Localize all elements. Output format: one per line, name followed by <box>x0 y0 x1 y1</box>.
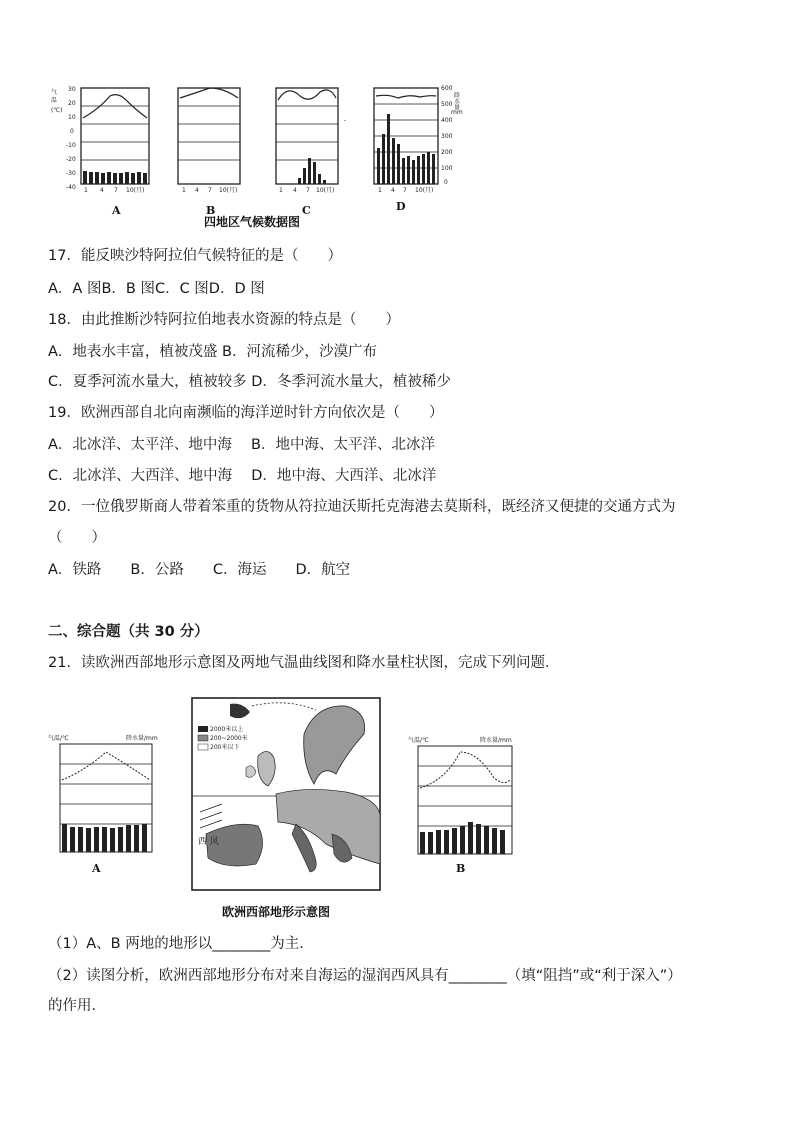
temp-tick: -20 <box>66 156 76 163</box>
month-tick: 7 <box>208 187 212 194</box>
q21-sub2-cont: 的作用． <box>48 998 106 1014</box>
precip-tick: 0 <box>444 179 448 186</box>
temp-axis-title-3: (℃) <box>51 107 63 114</box>
month-tick: 4 <box>100 187 104 194</box>
q18-options-ab: A．地表水丰富，植被茂盛 B．河流稀少，沙漠广布 <box>48 344 377 360</box>
q21-sub2: （2）读图分析，欧洲西部地形分布对来自海运的湿润西风具有________（填“阻挡”或“利于深入”） <box>48 968 682 984</box>
panel-label-c: C <box>302 204 311 217</box>
temp-tick: -10 <box>66 142 76 149</box>
panel-label-a: A <box>112 204 121 217</box>
climate-chart-b <box>408 736 512 875</box>
stray-mark: - <box>344 117 347 124</box>
q17-options: A．A 图B．B 图C．C 图D．D 图 <box>48 281 265 297</box>
temp-axis-title-1: 气 <box>51 89 58 96</box>
precip-title: 降水量 <box>452 92 460 110</box>
month-tick: 1 <box>84 187 88 194</box>
precip-tick: 400 <box>441 117 453 124</box>
temp-tick: -40 <box>66 184 76 191</box>
temp-tick: 20 <box>68 100 76 107</box>
temp-tick: -30 <box>66 170 76 177</box>
month-tick: 10(月) <box>126 187 145 194</box>
q21-sub1: （1）A、B 两地的地形以________为主． <box>48 936 314 952</box>
climate-chart-a <box>48 734 158 875</box>
month-tick: 10(月) <box>219 187 238 194</box>
q18-stem: 18．由此推断沙特阿拉伯地表水资源的特点是（ ） <box>48 312 400 328</box>
month-tick: 10(月) <box>316 187 335 194</box>
figure-caption: 四地区气候数据图 <box>204 215 301 229</box>
precip-tick: 600 <box>441 85 453 92</box>
month-tick: 7 <box>114 187 118 194</box>
precip-tick: 500 <box>441 101 453 108</box>
temp-tick: 10 <box>68 114 76 121</box>
month-tick: 7 <box>306 187 310 194</box>
legend-mid: 200~2000米 <box>210 735 248 742</box>
month-tick: 1 <box>182 187 186 194</box>
climate-charts-figure <box>48 78 468 230</box>
legend-high: 2000米以上 <box>210 726 244 733</box>
chart-a-label: A <box>92 862 101 875</box>
precip-tick: 100 <box>441 165 453 172</box>
temp-tick: 30 <box>68 86 76 93</box>
temp-axis-labels <box>51 86 76 191</box>
europe-figure <box>46 694 546 924</box>
chart-a-precip-label: 降水量/mm <box>126 735 158 742</box>
map-caption: 欧洲西部地形示意图 <box>222 905 331 919</box>
q19-options-cd: C．北冰洋、大西洋、地中海 D．地中海、大西洋、北冰洋 <box>48 468 437 484</box>
precip-unit: mm <box>451 109 463 116</box>
chart-panel-b <box>178 88 240 217</box>
month-tick: 4 <box>195 187 199 194</box>
month-tick: 1 <box>279 187 283 194</box>
westerly-label: 西 风 <box>198 837 219 847</box>
panel-label-d: D <box>396 200 406 213</box>
chart-b-temp-label: 气温/℃ <box>408 737 429 744</box>
chart-a-temp-label: 气温/℃ <box>48 735 69 742</box>
q20-stem-cont: （ ） <box>48 530 106 546</box>
q20-stem: 20．一位俄罗斯商人带着笨重的货物从符拉迪沃斯托克海港去莫斯科，既经济又便捷的交通方式为 <box>48 499 676 515</box>
temp-axis-title-2: 温 <box>51 97 58 104</box>
month-tick: 7 <box>403 187 407 194</box>
chart-b-precip-label: 降水量/mm <box>480 737 512 744</box>
q18-options-cd: C．夏季河流水量大，植被较多 D．冬季河流水量大，植被稀少 <box>48 374 451 390</box>
chart-b-label: B <box>456 862 466 875</box>
panel-label-b: B <box>206 204 216 217</box>
q21-stem: 21．读欧洲西部地形示意图及两地气温曲线图和降水量柱状图，完成下列问题． <box>48 655 560 671</box>
month-tick: 4 <box>293 187 297 194</box>
legend-low: 200米以下 <box>210 744 240 751</box>
q19-stem: 19．欧洲西部自北向南濒临的海洋逆时针方向依次是（ ） <box>48 405 444 421</box>
chart-panel-d <box>374 85 463 213</box>
q17-stem: 17．能反映沙特阿拉伯气候特征的是（ ） <box>48 248 342 264</box>
precip-tick: 300 <box>441 133 453 140</box>
month-tick: 10(月) <box>415 187 434 194</box>
q20-options: A．铁路 B．公路 C．海运 D．航空 <box>48 562 351 578</box>
europe-map <box>192 698 380 890</box>
month-tick: 4 <box>391 187 395 194</box>
chart-panel-a <box>81 88 149 217</box>
section2-title: 二、综合题（共 30 分） <box>48 624 209 640</box>
q19-options-ab: A．北冰洋、太平洋、地中海 B．地中海、太平洋、北冰洋 <box>48 437 435 453</box>
chart-panel-c <box>276 88 338 217</box>
precip-tick: 200 <box>441 149 453 156</box>
month-tick: 1 <box>378 187 382 194</box>
temp-tick: 0 <box>70 128 74 135</box>
